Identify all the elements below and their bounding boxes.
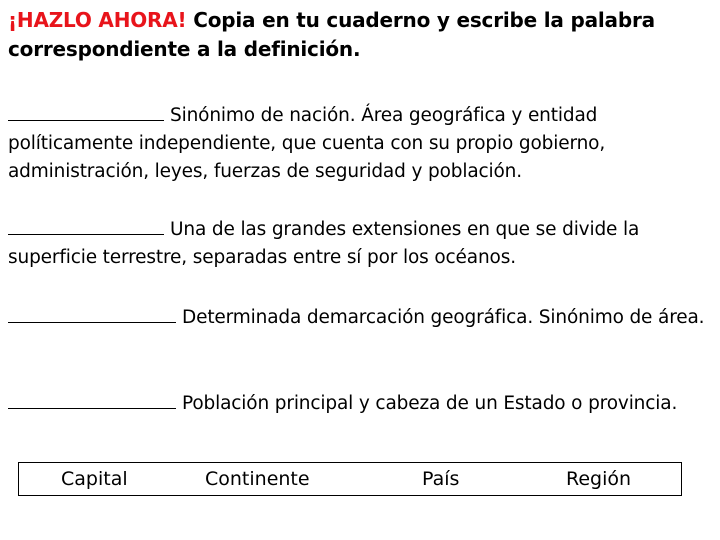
- definition-text: Una de las grandes extensiones en que se divide la superficie terrestre, separadas entre sí por los océanos.: [8, 219, 640, 268]
- definition-text: Determinada demarcación geográfica. Sinónimo de área.: [182, 307, 705, 328]
- definition-item: [8, 304, 714, 332]
- answer-blank: [8, 119, 164, 121]
- word-bank: [18, 462, 682, 496]
- word-bank-item: Región: [566, 468, 632, 490]
- answer-blank: [8, 233, 164, 235]
- definition-text: Población principal y cabeza de un Estado o provincia.: [182, 393, 678, 414]
- definition-text: Sinónimo de nación. Área geográfica y entidad políticamente independiente, que cuenta con su propio gobierno, administración, leyes, fuerzas de seguridad y población.: [8, 105, 606, 182]
- heading-accent: ¡HAZLO AHORA!: [8, 8, 187, 32]
- heading-instruction: Copia en tu cuaderno y escribe la palabra correspondiente a la definición.: [8, 8, 655, 61]
- instruction-heading: [8, 6, 714, 64]
- answer-blank: [8, 407, 176, 409]
- worksheet: [8, 6, 714, 414]
- word-bank-item: País: [422, 468, 460, 490]
- definition-item: [8, 102, 714, 186]
- word-bank-item: Capital: [61, 468, 128, 490]
- definition-item: [8, 390, 714, 418]
- definition-item: [8, 216, 714, 272]
- answer-blank: [8, 321, 176, 323]
- word-bank-item: Continente: [205, 468, 310, 490]
